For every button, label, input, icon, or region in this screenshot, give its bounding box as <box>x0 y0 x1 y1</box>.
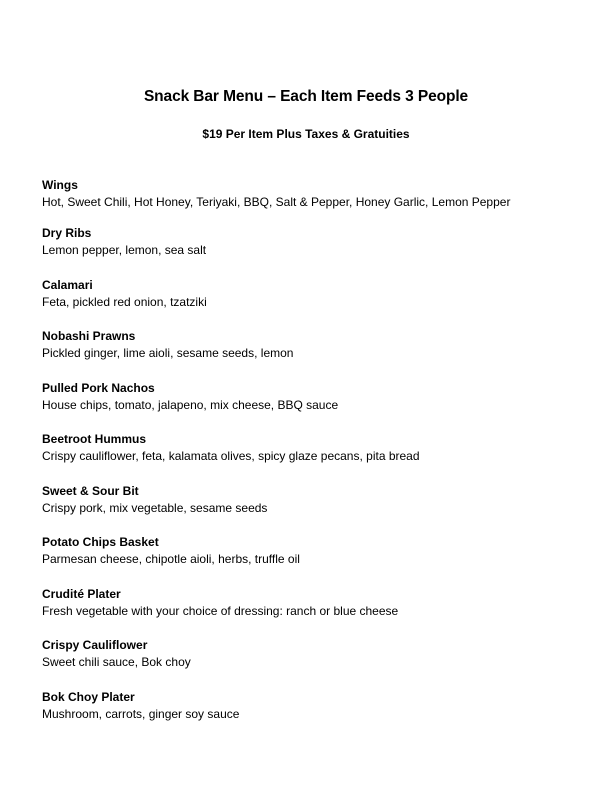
price-subtitle: $19 Per Item Plus Taxes & Gratuities <box>202 127 410 141</box>
menu-item-bok-choy-plater <box>42 690 582 742</box>
menu-item-description: Feta, pickled red onion, tzatziki <box>42 294 207 309</box>
menu-item-name: Calamari <box>42 277 93 292</box>
menu-item-name: Potato Chips Basket <box>42 535 159 549</box>
menu-item-crudite-plater <box>42 587 582 639</box>
menu-item-potato-chips-basket <box>42 535 582 587</box>
menu-item-name: Crispy Cauliflower <box>42 638 148 652</box>
menu-item-name: Dry Ribs <box>42 226 92 240</box>
menu-item-description: Crispy pork, mix vegetable, sesame seeds <box>42 500 268 515</box>
menu-item-name: Nobashi Prawns <box>42 329 136 343</box>
menu-item-description: Pickled ginger, lime aioli, sesame seeds, lemon <box>42 346 294 360</box>
menu-item-sweet-sour-bit <box>42 484 582 536</box>
menu-item-name: Bok Choy Plater <box>42 689 135 704</box>
menu-item-name: Wings <box>42 178 78 192</box>
menu-item-calamari <box>42 278 582 330</box>
menu-item-description: Lemon pepper, lemon, sea salt <box>42 243 207 257</box>
menu-item-pulled-pork-nachos <box>42 381 582 433</box>
menu-item-description: Mushroom, carrots, ginger soy sauce <box>42 706 240 721</box>
menu-item-description: Fresh vegetable with your choice of dressing: ranch or blue cheese <box>42 603 399 618</box>
menu-item-description: House chips, tomato, jalapeno, mix cheese, BBQ sauce <box>42 397 339 412</box>
menu-item-description: Crispy cauliflower, feta, kalamata olives, spicy glaze pecans, pita bread <box>42 449 420 463</box>
menu-item-wings <box>42 178 582 226</box>
menu-item-name: Beetroot Hummus <box>42 432 147 446</box>
menu-item-description: Hot, Sweet Chili, Hot Honey, Teriyaki, BBQ, Salt & Pepper, Honey Garlic, Lemon Pepper <box>42 195 511 209</box>
menu-item-name: Sweet & Sour Bit <box>42 483 139 498</box>
menu-item-name: Pulled Pork Nachos <box>42 380 155 395</box>
menu-item-nobashi-prawns <box>42 329 582 381</box>
menu-item-beetroot-hummus <box>42 432 582 484</box>
menu-item-description: Sweet chili sauce, Bok choy <box>42 655 191 669</box>
menu-item-dry-ribs <box>42 226 582 278</box>
menu-item-name: Crudité Plater <box>42 586 121 601</box>
page-title: Snack Bar Menu – Each Item Feeds 3 People <box>143 88 469 105</box>
menu-list <box>42 178 582 741</box>
menu-item-crispy-cauliflower <box>42 638 582 690</box>
menu-item-description: Parmesan cheese, chipotle aioli, herbs, truffle oil <box>42 552 300 566</box>
